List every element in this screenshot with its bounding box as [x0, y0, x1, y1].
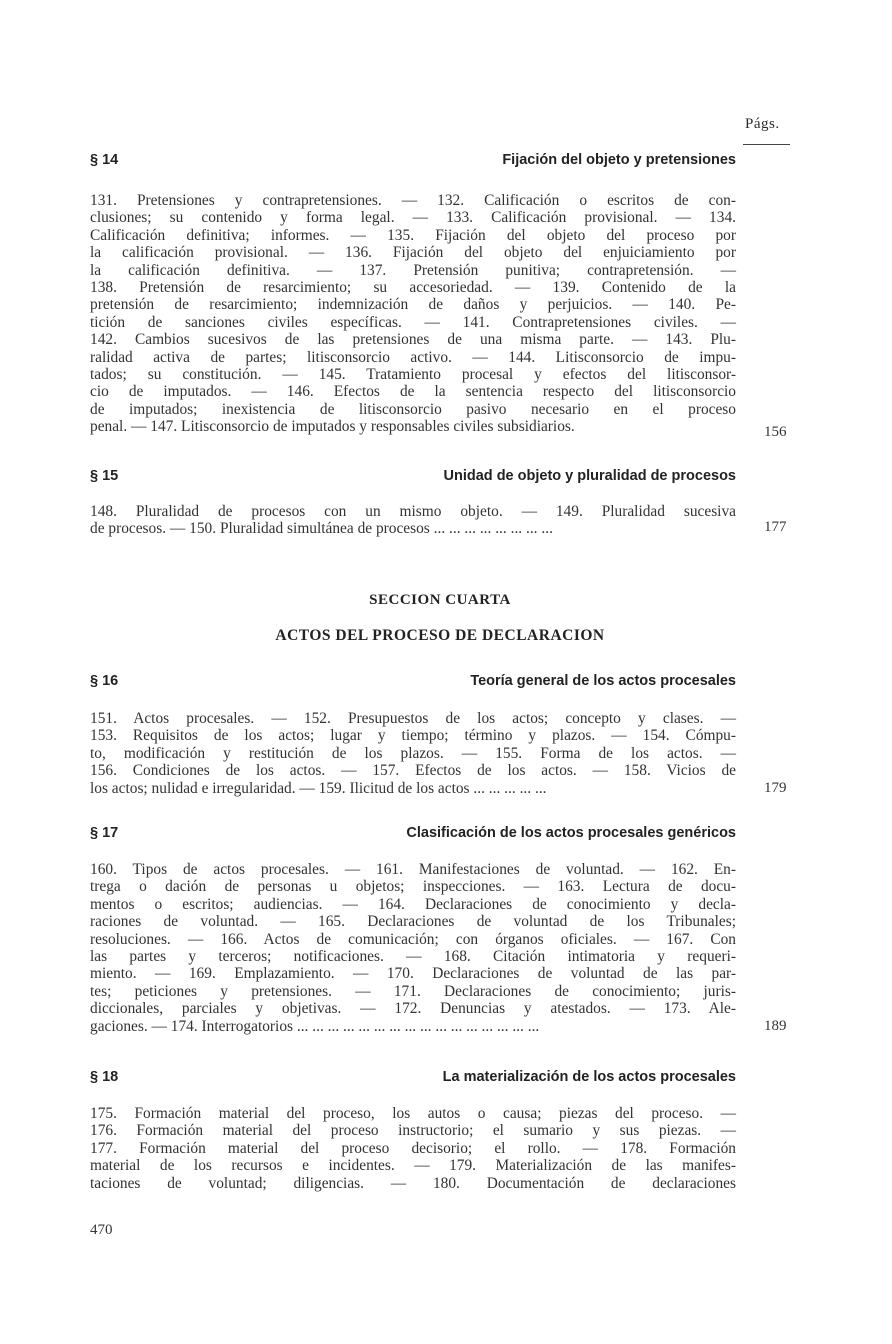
- header-rule: [743, 144, 790, 145]
- text-line: 151. Actos procesales. — 152. Presupuestos de los actos; concepto y clases. —: [90, 710, 736, 727]
- section-heading-15: [90, 468, 736, 488]
- text-line: la calificación provisional. — 136. Fijación del objeto del enjuiciamiento por: [90, 244, 736, 262]
- section-heading-18: [90, 1069, 736, 1089]
- section-title: Teoría general de los actos procesales: [470, 673, 736, 689]
- text-line: diccionales, parciales y objetivas. — 172. Denuncias y atestados. — 173. Ale-: [90, 1000, 736, 1018]
- part-heading-title: ACTOS DEL PROCESO DE DECLARACION: [275, 627, 605, 644]
- section-title: Unidad de objeto y pluralidad de procesos: [443, 468, 736, 484]
- section-heading-14: [90, 152, 736, 172]
- section-title: La materialización de los actos procesales: [442, 1069, 736, 1085]
- text-line: 138. Pretensión de resarcimiento; su accesoriedad. — 139. Contenido de la: [90, 278, 736, 296]
- text-line: 153. Requisitos de los actos; lugar y tiempo; término y plazos. — 154. Cómpu-: [90, 727, 736, 745]
- section-body-15: [90, 503, 736, 538]
- text-line: raciones de voluntad. — 165. Declaraciones de voluntad de los Tribunales;: [90, 913, 736, 931]
- page-reference: 179: [764, 780, 787, 796]
- section-body-14: [90, 192, 736, 435]
- section-title: Fijación del objeto y pretensiones: [502, 152, 736, 168]
- text-line: gaciones. — 174. Interrogatorios ... ... ... ... ... ... ... ... ... ... ... ... ... ... ... ...: [90, 1017, 540, 1035]
- page-number: 470: [90, 1222, 113, 1238]
- page-reference: 177: [764, 519, 787, 535]
- text-line: resoluciones. — 166. Actos de comunicación; con órganos oficiales. — 167. Con: [90, 930, 736, 948]
- text-line: tición de sanciones civiles específicas. — 141. Contrapretensiones civiles. —: [90, 313, 736, 331]
- section-number: § 17: [90, 825, 119, 841]
- text-line: 175. Formación material del proceso, los autos o causa; piezas del proceso. —: [90, 1105, 736, 1122]
- text-line: to, modificación y restitución de los plazos. — 155. Forma de los actos. —: [90, 744, 736, 762]
- text-line: la calificación definitiva. — 137. Pretensión punitiva; contrapretensión. —: [90, 261, 736, 279]
- pages-column-header: Págs.: [745, 116, 780, 132]
- text-line: clusiones; su contenido y forma legal. — 133. Calificación provisional. — 134.: [90, 209, 736, 227]
- text-line: trega o dación de personas u objetos; inspecciones. — 163. Lectura de docu-: [90, 878, 736, 896]
- page-reference: 156: [764, 424, 787, 440]
- text-line: 156. Condiciones de los actos. — 157. Efectos de los actos. — 158. Vicios de: [90, 762, 736, 780]
- section-number: § 16: [90, 673, 119, 689]
- text-line: de imputados; inexistencia de litisconsorcio pasivo necesario en el proceso: [90, 400, 736, 418]
- text-line: ralidad activa de partes; litisconsorcio activo. — 144. Litisconsorcio de impu-: [90, 348, 736, 366]
- section-number: § 14: [90, 152, 119, 168]
- text-line: tes; peticiones y pretensiones. — 171. Declaraciones de conocimiento; juris-: [90, 982, 736, 1000]
- text-line: taciones de voluntad; diligencias. — 180. Documentación de declaraciones: [90, 1174, 736, 1192]
- text-line: 142. Cambios sucesivos de las pretensiones de una misma parte. — 143. Plu-: [90, 331, 736, 349]
- section-heading-17: [90, 825, 736, 845]
- text-line: cio de imputados. — 146. Efectos de la sentencia respecto del litisconsorcio: [90, 383, 736, 401]
- text-line: pretensión de resarcimiento; indemnización de daños y perjuicios. — 140. Pe-: [90, 296, 736, 314]
- text-line: 160. Tipos de actos procesales. — 161. Manifestaciones de voluntad. — 162. En-: [90, 861, 736, 878]
- section-number: § 15: [90, 468, 119, 484]
- text-line: tados; su constitución. — 145. Tratamiento procesal y efectos del litisconsor-: [90, 365, 736, 383]
- section-body-17: [90, 861, 736, 1035]
- section-title: Clasificación de los actos procesales genéricos: [406, 825, 736, 841]
- text-line: miento. — 169. Emplazamiento. — 170. Declaraciones de voluntad de las par-: [90, 965, 736, 983]
- section-body-16: [90, 710, 736, 797]
- text-line: 148. Pluralidad de procesos con un mismo objeto. — 149. Pluralidad sucesiva: [90, 503, 736, 520]
- text-line: penal. — 147. Litisconsorcio de imputados y responsables civiles subsidiarios.: [90, 418, 575, 436]
- text-line: mentos o escritos; audiencias. — 164. Declaraciones de conocimiento y decla-: [90, 895, 736, 913]
- text-line: las partes y terceros; notificaciones. — 168. Citación intimatoria y requeri-: [90, 947, 736, 965]
- section-number: § 18: [90, 1069, 119, 1085]
- text-line: material de los recursos e incidentes. — 179. Materialización de las manifes-: [90, 1157, 736, 1175]
- text-line: 176. Formación material del proceso instructorio; el sumario y sus piezas. —: [90, 1122, 736, 1140]
- section-body-18: [90, 1105, 736, 1192]
- text-line: los actos; nulidad e irregularidad. — 159. Ilicitud de los actos ... ... ... ... ...: [90, 779, 547, 797]
- text-line: Calificación definitiva; informes. — 135. Fijación del objeto del proceso por: [90, 226, 736, 244]
- part-heading-section: SECCION CUARTA: [369, 592, 511, 608]
- page-reference: 189: [764, 1018, 787, 1034]
- section-heading-16: [90, 673, 736, 693]
- text-line: de procesos. — 150. Pluralidad simultánea de procesos ... ... ... ... ... ... ... ...: [90, 520, 553, 538]
- text-line: 177. Formación material del proceso decisorio; el rollo. — 178. Formación: [90, 1139, 736, 1157]
- text-line: 131. Pretensiones y contrapretensiones. — 132. Calificación o escritos de con-: [90, 192, 736, 209]
